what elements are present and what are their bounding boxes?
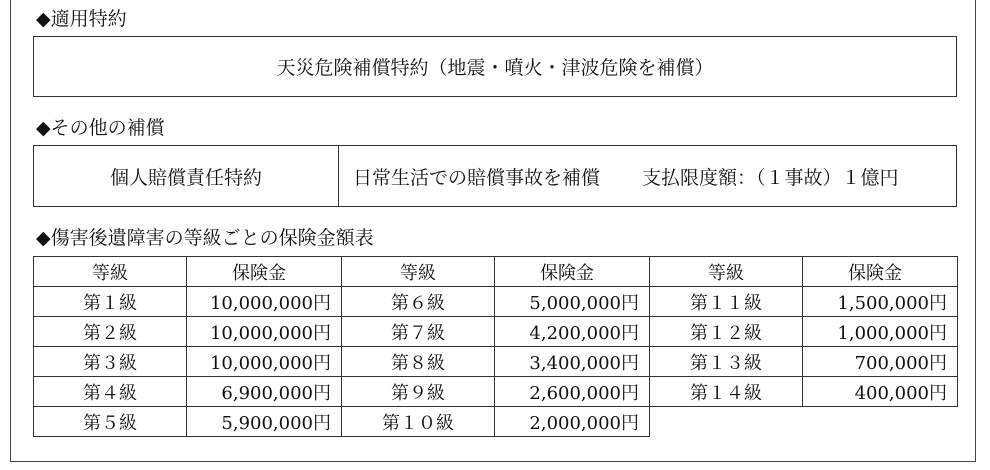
grade-cell: 第１４級 [650,377,803,407]
header-grade: 等級 [34,257,187,287]
grade-cell: 第１０級 [342,407,495,437]
table-row [34,287,958,317]
table-header-row [34,257,958,287]
amount-cell: 2,600,000円 [495,377,650,407]
section-heading-disability-table: ◆傷害後遺障害の等級ごとの保険金額表 [36,227,374,249]
table-row [34,407,958,437]
amount-cell: 1,000,000円 [803,317,958,347]
header-grade: 等級 [650,257,803,287]
table-row [34,377,958,407]
grade-cell: 第１級 [34,287,187,317]
section-heading-applied-riders: ◆適用特約 [36,8,127,30]
liability-rider-detail-cell [339,146,956,206]
amount-cell: 3,400,000円 [495,347,650,377]
grade-cell: 第５級 [34,407,187,437]
grade-cell: 第８級 [342,347,495,377]
grade-cell: 第４級 [34,377,187,407]
liability-rider-limit: 支払限度額：（１事故）１億円 [642,166,899,189]
grade-cell: 第１１級 [650,287,803,317]
disability-grade-table [33,256,958,437]
amount-cell: 5,900,000円 [187,407,342,437]
grade-cell: 第９級 [342,377,495,407]
amount-cell: 2,000,000円 [495,407,650,437]
amount-cell: 1,500,000円 [803,287,958,317]
grade-cell: 第７級 [342,317,495,347]
amount-cell: 5,000,000円 [495,287,650,317]
liability-rider-description: 日常生活での賠償事故を補償 [353,166,601,189]
amount-cell: 700,000円 [803,347,958,377]
section-heading-other-coverage: ◆その他の補償 [36,117,165,139]
grade-cell: 第６級 [342,287,495,317]
empty-cell [650,407,958,437]
applied-rider-text: 天災危険補償特約（地震・噴火・津波危険を補償） [276,57,714,79]
table-row [34,317,958,347]
header-amount: 保険金 [495,257,650,287]
grade-cell: 第１２級 [650,317,803,347]
header-grade: 等級 [342,257,495,287]
amount-cell: 10,000,000円 [187,347,342,377]
table-row [34,347,958,377]
grade-cell: 第２級 [34,317,187,347]
amount-cell: 4,200,000円 [495,317,650,347]
applied-rider-box [33,36,957,97]
amount-cell: 10,000,000円 [187,287,342,317]
amount-cell: 400,000円 [803,377,958,407]
liability-rider-name: 個人賠償責任特約 [109,166,262,189]
header-amount: 保険金 [187,257,342,287]
amount-cell: 10,000,000円 [187,317,342,347]
liability-rider-name-cell [34,146,339,206]
header-amount: 保険金 [803,257,958,287]
grade-cell: 第１３級 [650,347,803,377]
amount-cell: 6,900,000円 [187,377,342,407]
other-coverage-box [33,145,957,207]
grade-cell: 第３級 [34,347,187,377]
